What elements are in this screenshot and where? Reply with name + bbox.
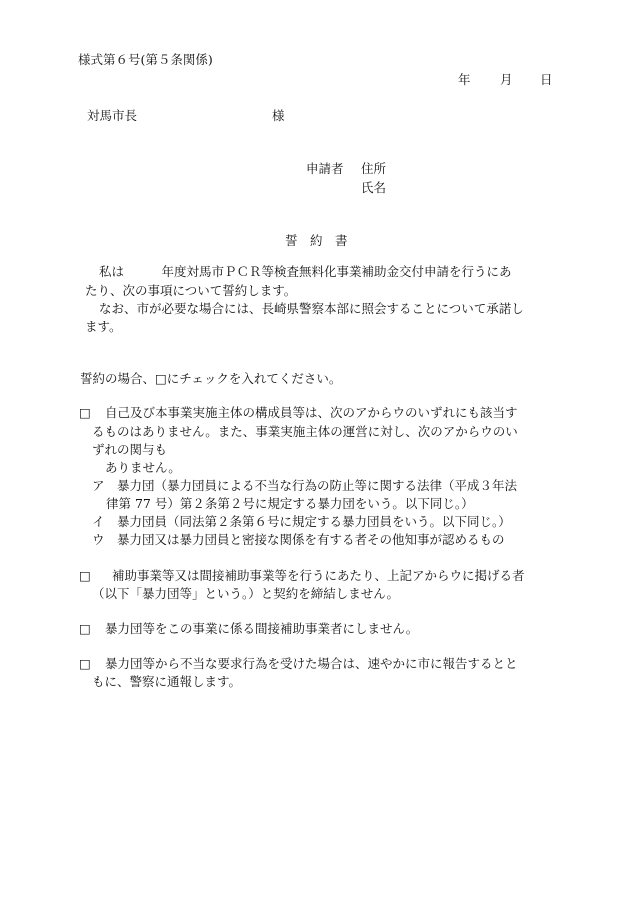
item2-line2: （以下「暴力団等」という。）と契約を締結しません。 [92, 586, 400, 601]
item3-line1: 暴力団等をこの事業に係る間接補助事業者にしません。 [105, 621, 419, 636]
item2-line1: 補助事業等又は間接補助事業等を行うにあたり、上記アからウに掲げる者 [112, 568, 525, 583]
date-month: 月 [500, 72, 513, 87]
item1-c: ウ 暴力団又は暴力団員と密接な関係を有する者その他知事が認めるもの [92, 532, 505, 547]
addressee-name: 対馬市長 [87, 108, 138, 123]
item1-a-line2: 律第 77 号）第２条第２号に規定する暴力団をいう。以下同じ。） [106, 496, 474, 511]
item1-line1: 自己及び本事業実施主体の構成員等は、次のアからウのいずれにも該当す [105, 405, 518, 420]
document-title: 誓 約 書 [285, 233, 348, 248]
date-day: 日 [540, 72, 553, 87]
intro-p2-line2: ます。 [85, 319, 122, 334]
item4-checkbox[interactable]: □ [79, 656, 91, 671]
applicant-address-label: 住所 [361, 161, 387, 176]
item4-line1: 暴力団等から不当な要求行為を受けた場合は、速やかに市に報告するとと [105, 656, 518, 671]
item2-checkbox[interactable]: □ [79, 568, 91, 583]
date-year: 年 [458, 72, 471, 87]
item1-line3: ずれの関与も [92, 442, 168, 457]
form-number: 様式第６号(第５条関係) [78, 52, 213, 67]
check-instruction: 誓約の場合、□にチェックを入れてください。 [80, 371, 342, 386]
intro-p1-line2: たり、次の事項について誓約します。 [85, 283, 297, 298]
addressee-suffix: 様 [272, 108, 285, 123]
item1-a-line1: ア 暴力団（暴力団員による不当な行為の防止等に関する法律（平成３年法 [92, 478, 518, 493]
item1-line4: ありません。 [105, 460, 181, 475]
item4-line2: もに、警察に通報します。 [92, 674, 242, 689]
intro-p1-line1: 私は 年度対馬市ＰＣＲ等検査無料化事業補助金交付申請を行うにあ [99, 264, 512, 279]
intro-p2-line1: なお、市が必要な場合には、長崎県警察本部に照会することについて承諾し [99, 301, 524, 316]
item3-checkbox[interactable]: □ [79, 621, 91, 636]
item1-line2: るものはありません。また、事業実施主体の運営に対し、次のアからウのい [92, 424, 518, 439]
applicant-label: 申請者 [306, 161, 344, 176]
item1-checkbox[interactable]: □ [79, 405, 91, 420]
item1-b: イ 暴力団員（同法第２条第６号に規定する暴力団員をいう。以下同じ。） [92, 514, 511, 529]
applicant-name-label: 氏名 [361, 180, 387, 195]
